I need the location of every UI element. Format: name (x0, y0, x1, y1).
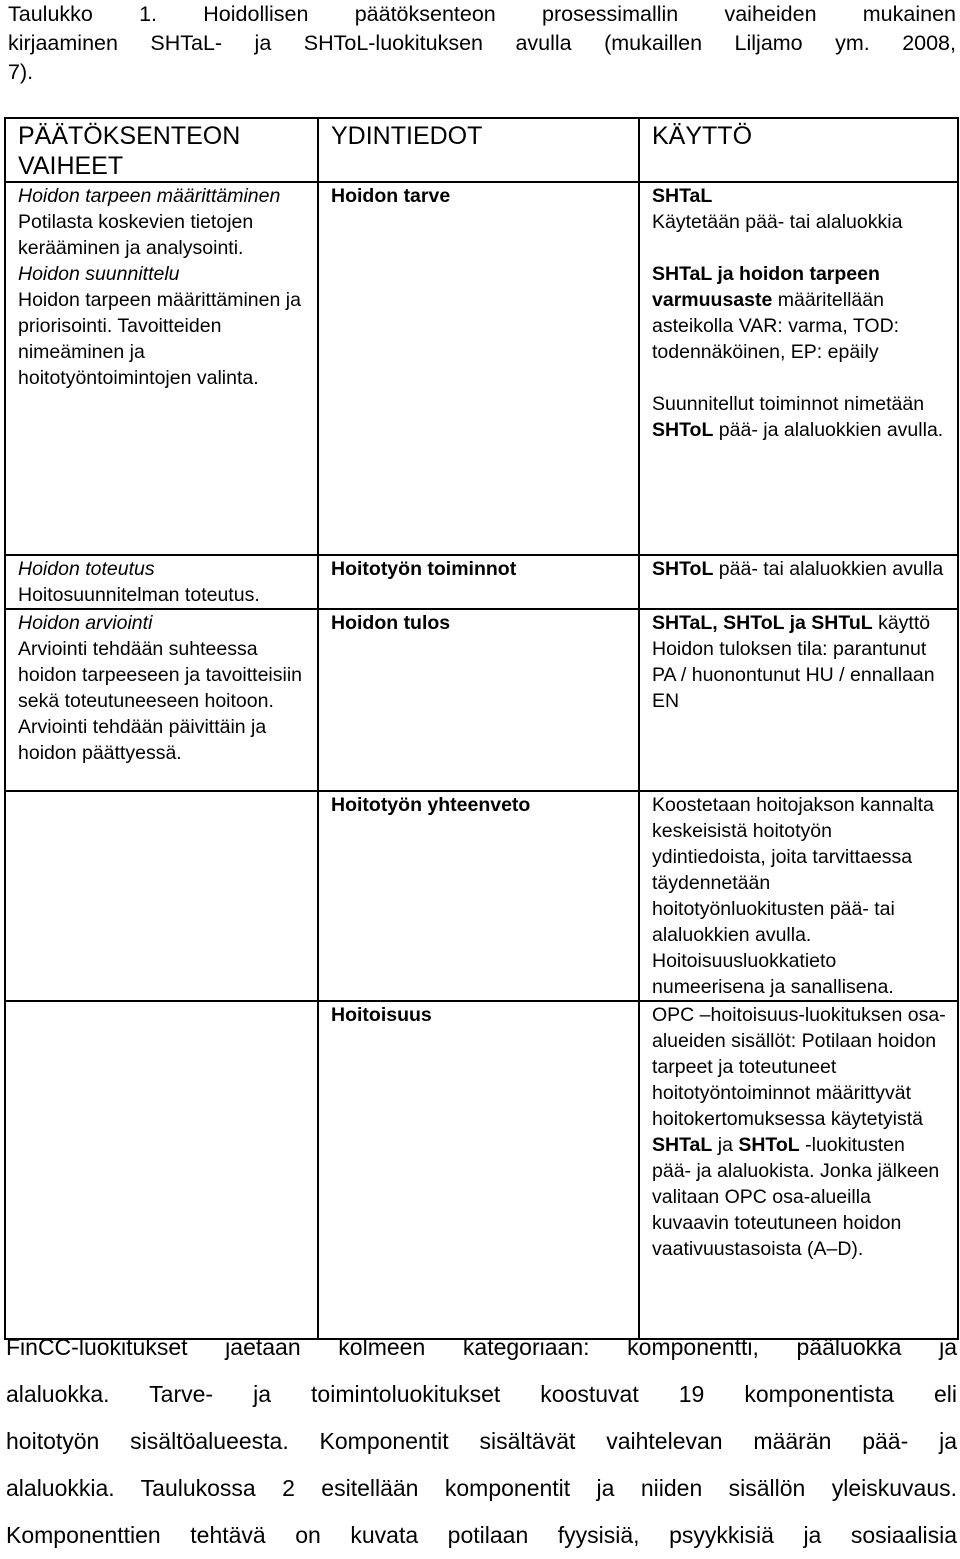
usage-bold: SHTaL, SHToL ja SHTuL (652, 612, 873, 634)
core-data-cell (318, 182, 639, 555)
body-paragraph (6, 1324, 957, 1559)
usage-cell (639, 555, 958, 609)
core-data-cell (318, 791, 639, 1001)
table-caption (8, 0, 956, 87)
usage-text: Koostetaan hoitojakson kannalta keskeisistä hoitotyön ydintiedoista, joita tarvittaessa täydennetään hoitotyönluokitusten pää- tai alaluokkien avulla. Hoitoisuusluokkatieto numeerisena ja sanallisena. (652, 794, 934, 998)
usage-text (652, 261, 947, 365)
table-row (5, 609, 958, 791)
usage-text (652, 391, 947, 443)
core-data-cell (318, 1001, 639, 1339)
core-data-label: Hoitotyön yhteenveto (331, 794, 531, 816)
phase-text: Arviointi tehdään suhteessa hoidon tarpeeseen ja tavoitteisiin sekä toteutuneeseen hoitoon. Arviointi tehdään päivittäin ja hoidon päättyessä. (18, 638, 303, 764)
core-data-cell (318, 609, 639, 791)
caption-line-3: 7). (8, 60, 34, 84)
usage-bold: SHTaL ja hoidon tarpeen varmuusaste (652, 263, 880, 311)
usage-text: pää- tai alaluokkien avulla (713, 558, 944, 580)
paragraph-line: alaluokkia. Taulukossa 2 esitellään komponentit ja niiden sisällön yleiskuvaus. (6, 1475, 957, 1501)
usage-cell (639, 791, 958, 1001)
usage-text: -luokitusten pää- ja alaluokista. Jonka jälkeen valitaan OPC osa-alueilla kuvaavin toteutuneen hoidon vaativuustasoista (A–D). (652, 1134, 940, 1260)
caption-line-2: kirjaaminen SHTaL- ja SHToL-luokituksen avulla (mukaillen Liljamo ym. 2008, (8, 31, 956, 55)
header-core-data: YDINTIEDOT (318, 118, 639, 182)
usage-text: käyttö (872, 612, 931, 634)
phase-cell (5, 609, 318, 791)
usage-text: pää- ja alaluokkien avulla. (713, 419, 944, 441)
table-header-row (5, 118, 958, 182)
usage-text: ja (712, 1134, 739, 1156)
usage-cell (639, 1001, 958, 1339)
table-row (5, 1001, 958, 1339)
core-data-label: Hoidon tarve (331, 185, 451, 207)
usage-bold: SHToL (652, 558, 714, 580)
usage-cell (639, 182, 958, 555)
core-data-label: Hoitoisuus (331, 1004, 432, 1026)
table-row (5, 182, 958, 555)
usage-text: määritellään asteikolla VAR: varma, TOD: todennäköinen, EP: epäily (652, 289, 900, 363)
usage-text: Hoidon tuloksen tila: parantunut PA / huonontunut HU / ennallaan EN (652, 638, 935, 712)
table-row (5, 555, 958, 609)
phase-cell (5, 1001, 318, 1339)
phase-cell (5, 182, 318, 555)
header-phases: PÄÄTÖKSENTEON VAIHEET (5, 118, 318, 182)
phase-text: Hoidon tarpeen määrittäminen ja priorisointi. Tavoitteiden nimeäminen ja hoitotyöntoimintojen valinta. (18, 289, 301, 389)
usage-text: OPC –hoitoisuus-luokituksen osa-alueiden sisällöt: Potilaan hoidon tarpeet ja toteutuneet hoitotyöntoiminnot määrittyvät hoitokertomuksessa käytetyistä (652, 1004, 946, 1130)
paragraph-line: alaluokka. Tarve- ja toimintoluokitukset koostuvat 19 komponentista eli (6, 1381, 957, 1407)
phase-title: Hoidon tarpeen määrittäminen (18, 185, 281, 207)
phase-title: Hoidon suunnittelu (18, 263, 180, 285)
phase-text: Hoitosuunnitelman toteutus. (18, 584, 260, 606)
usage-bold: SHToL (652, 419, 714, 441)
usage-bold: SHToL (738, 1134, 800, 1156)
phase-text: Potilasta koskevien tietojen kerääminen ja analysointi. (18, 211, 254, 259)
caption-line-1: Taulukko 1. Hoidollisen päätöksenteon prosessimallin vaiheiden mukainen (8, 2, 956, 26)
core-data-label: Hoidon tulos (331, 612, 451, 634)
paragraph-line: Komponenttien tehtävä on kuvata potilaan fyysisiä, psyykkisiä ja sosiaalisia (6, 1522, 957, 1548)
phase-title: Hoidon arviointi (18, 612, 153, 634)
usage-bold: SHTaL (652, 1134, 713, 1156)
phase-title: Hoidon toteutus (18, 558, 155, 580)
phase-cell (5, 791, 318, 1001)
core-data-cell (318, 555, 639, 609)
core-data-label: Hoitotyön toiminnot (331, 558, 517, 580)
paragraph-line: hoitotyön sisältöalueesta. Komponentit sisältävät vaihtelevan määrän pää- ja (6, 1428, 957, 1454)
paragraph-line: FinCC-luokitukset jaetaan kolmeen kategoriaan: komponentti, pääluokka ja (6, 1334, 957, 1360)
usage-text: Suunnitellut toiminnot nimetään (652, 393, 925, 415)
usage-text: Käytetään pää- tai alaluokkia (652, 211, 903, 233)
decision-process-table (4, 117, 959, 1340)
header-usage: KÄYTTÖ (639, 118, 958, 182)
table-row (5, 791, 958, 1001)
phase-cell (5, 555, 318, 609)
usage-bold: SHTaL (652, 185, 713, 207)
usage-cell (639, 609, 958, 791)
